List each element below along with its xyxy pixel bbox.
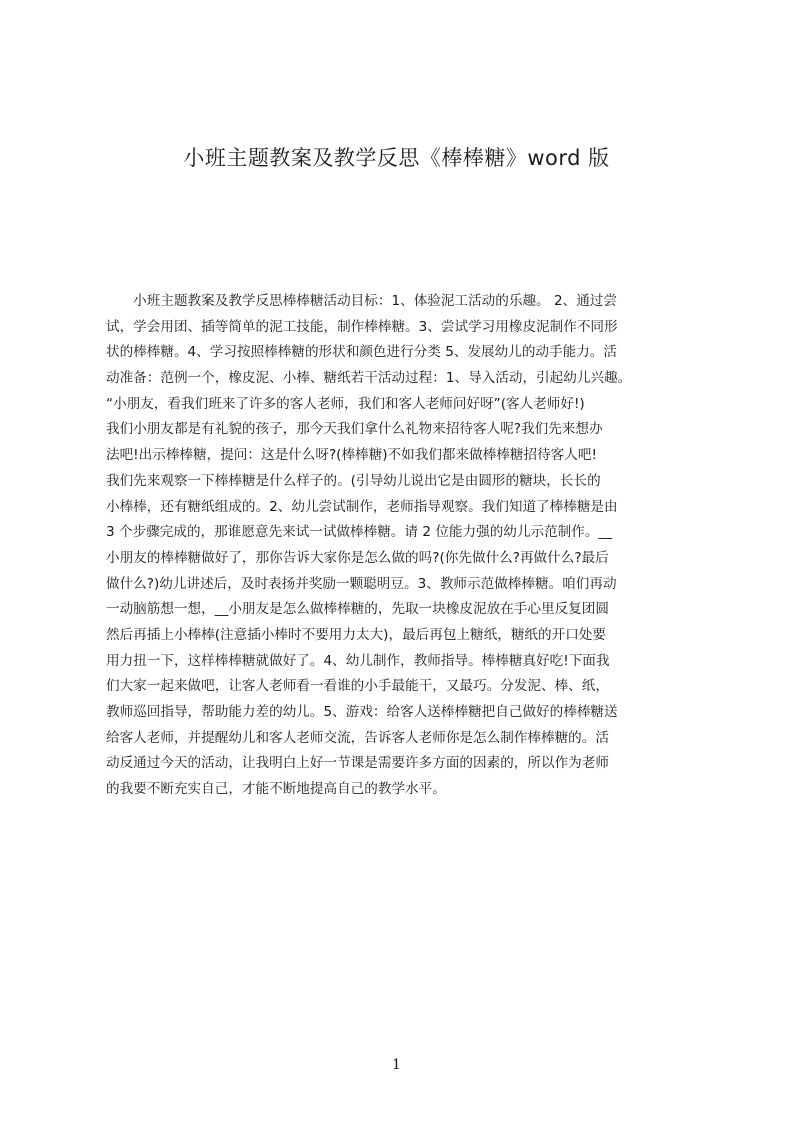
- text-line: “小朋友，看我们班来了许多的客人老师，我们和客人老师问好呀”(客人老师好!): [106, 395, 585, 412]
- text-line: 们大家一起来做吧，让客人老师看一看谁的小手最能干，又最巧。分发泥、棒、纸，: [106, 678, 609, 695]
- text-line: 做什么?)幼儿讲述后，及时表扬并奖励一颗聪明豆。3、教师示范做棒棒糖。咱们再动: [106, 575, 617, 592]
- text-line: 状的棒棒糖。4、学习按照棒棒糖的形状和颜色进行分类 5、发展幼儿的动手能力。活: [106, 344, 617, 361]
- text-line: 我们小朋友都是有礼貌的孩子，那今天我们拿什么礼物来招待客人呢?我们先来想办: [106, 421, 603, 438]
- text-line: 试，学会用团、插等简单的泥工技能，制作棒棒糖。3、尝试学习用橡皮泥制作不同形: [106, 318, 618, 335]
- text-line: 然后再插上小棒棒(注意插小棒时不要用力太大)，最后再包上糖纸，糖纸的开口处要: [106, 626, 606, 643]
- text-line: 我们先来观察一下棒棒糖是什么样子的。(引导幼儿说出它是由圆形的糖块，长长的: [106, 472, 601, 489]
- text-line: 小班主题教案及教学反思棒棒糖活动目标：1、体验泥工活动的乐趣。 2、通过尝: [106, 293, 617, 309]
- page-number: 1: [392, 1057, 401, 1073]
- text-line: 给客人老师，并提醒幼儿和客人老师交流，告诉客人老师你是怎么制作棒棒糖的。活: [106, 729, 609, 746]
- text-line: 3 个步骤完成的，那谁愿意先来试一试做棒棒糖。请 2 位能力强的幼儿示范制作。__: [106, 524, 613, 541]
- text-line: 小朋友的棒棒糖做好了，那你告诉大家你是怎么做的吗?(你先做什么?再做什么?最后: [106, 549, 609, 566]
- text-line: 动准备：范例一个，橡皮泥、小棒、糖纸若干活动过程：1、导入活动，引起幼儿兴趣。: [106, 370, 632, 387]
- text-line: 教师巡回指导，帮助能力差的幼儿。5、游戏：给客人送棒棒糖把自己做好的棒棒糖送: [106, 704, 618, 720]
- text-line: 的我要不断充实自己，才能不断地提高自己的教学水平。: [106, 781, 446, 798]
- page-title: 小班主题教案及教学反思《棒棒糖》word 版: [183, 146, 610, 170]
- text-line: 动反通过今天的活动，让我明白上好一节课是需要许多方面的因素的，所以作为老师: [106, 755, 609, 772]
- text-line: 法吧!出示棒棒糖，提问：这是什么呀?(棒棒糖)不如我们都来做棒棒糖招待客人吧!: [106, 447, 597, 464]
- text-line: 一动脑筋想一想，__小朋友是怎么做棒棒糖的，先取一块橡皮泥放在手心里反复团圆: [106, 601, 609, 618]
- text-line: 用力扭一下，这样棒棒糖就做好了。4、幼儿制作，教师指导。棒棒糖真好吃!下面我: [106, 652, 610, 669]
- text-line: 小棒棒，还有糖纸组成的。2、幼儿尝试制作，老师指导观察。我们知道了棒棒糖是由: [106, 498, 618, 515]
- body-text: [106, 289, 697, 829]
